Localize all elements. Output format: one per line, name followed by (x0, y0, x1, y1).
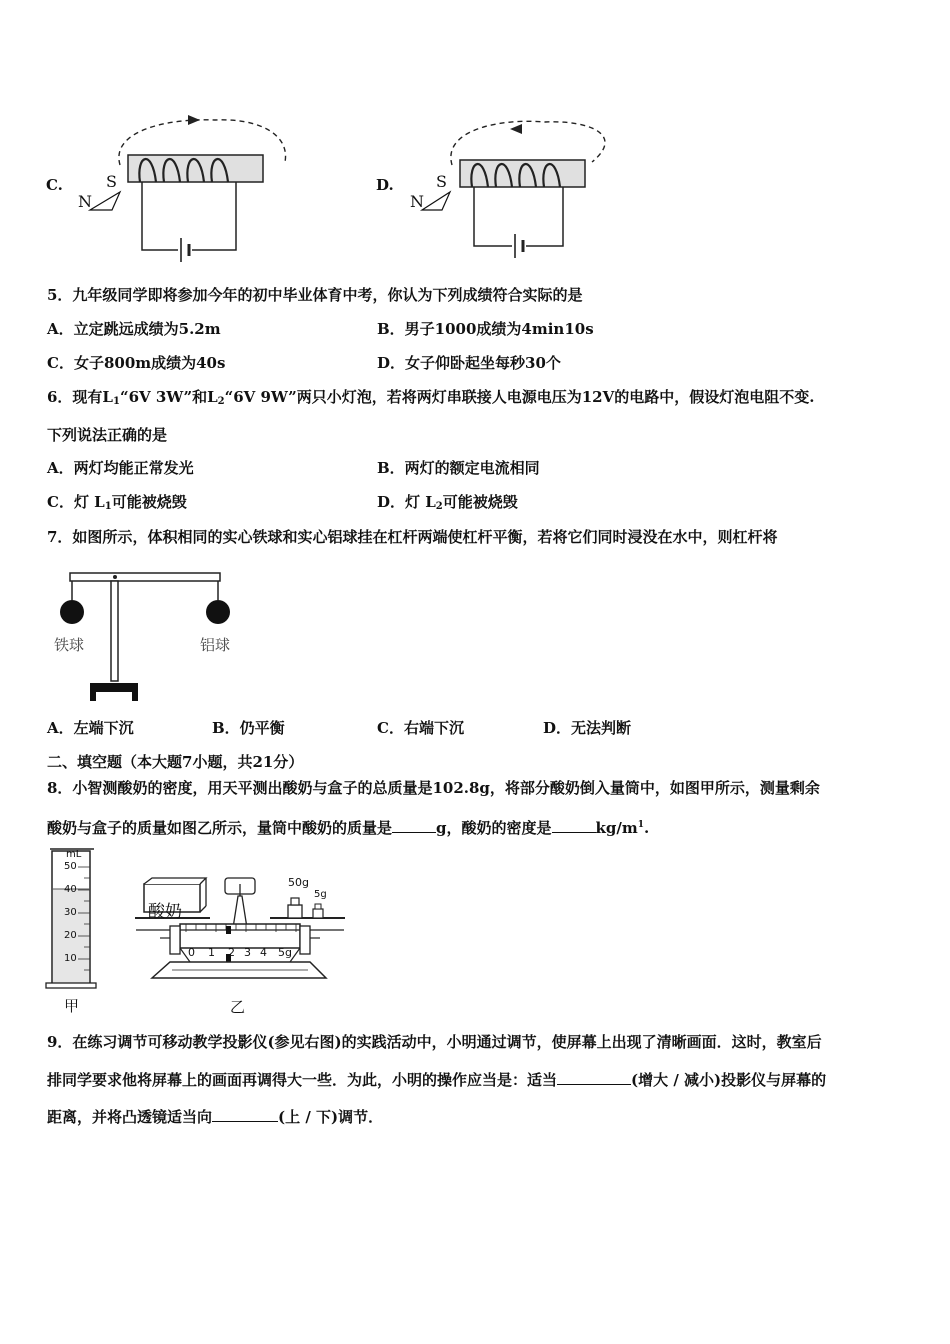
scale-number: 4 (260, 946, 267, 959)
weight-50g-label: 50g (288, 876, 309, 889)
q6-stem-part: “6V 9W”两只小灯泡，若将两灯串联接人电源电压为12V的电路中，假设灯泡电阻不变. (224, 388, 815, 406)
q6-option-d-text: D．灯 L (377, 493, 436, 511)
q6-subscript: 1 (112, 396, 120, 407)
q7-stem: 7．如图所示，体积相同的实心铁球和实心铝球挂在杠杆两端使杠杆平衡，若将它们同时浸没在水中，则杠杆将 (47, 528, 778, 546)
pole-s-label: S (436, 172, 447, 191)
scale-number: 0 (188, 946, 195, 959)
q8-blank-density[interactable] (552, 817, 596, 833)
q6-stem (47, 387, 814, 412)
q8-text: g，酸奶的密度是 (436, 819, 552, 837)
q9-blank-distance[interactable] (557, 1069, 631, 1085)
pole-s-label: S (106, 172, 117, 191)
q6-option-b: B．两灯的额定电流相同 (377, 459, 540, 477)
option-d-label: D. (376, 176, 394, 194)
balance-figure (130, 870, 350, 1020)
scale-number: 3 (244, 946, 251, 959)
q6-option-c-text: C．灯 L (47, 493, 105, 511)
iron-ball-label: 铁球 (54, 636, 85, 654)
q8-blank-mass[interactable] (392, 817, 436, 833)
q7-option-b: B．仍平衡 (212, 719, 285, 737)
q8-unit-superscript: 1 (637, 820, 645, 830)
caption-yi: 乙 (230, 998, 246, 1016)
pole-n-label: N (78, 192, 92, 211)
section-2-title: 二、填空题（本大题7小题，共21分） (47, 753, 304, 771)
yogurt-box-label: 酸奶 (148, 902, 182, 922)
caption-jia: 甲 (64, 997, 80, 1015)
q6-stem-part: “6V 3W”和L (119, 388, 218, 406)
q9-line1: 9．在练习调节可移动教学投影仪(参见右图)的实践活动中，小明通过调节，使屏幕上出现了清晰画面．这时，教室后 (47, 1033, 822, 1051)
cylinder-tick-label: 10 (64, 953, 77, 964)
q7-option-a: A．左端下沉 (47, 719, 134, 737)
q5-stem: 5．九年级同学即将参加今年的初中毕业体育中考，你认为下列成绩符合实际的是 (47, 286, 583, 304)
weight-5g-label: 5g (314, 889, 327, 900)
q6-stem-part: 6．现有L (47, 388, 113, 406)
cylinder-unit: mL (66, 849, 82, 860)
scale-number: 1 (208, 946, 215, 959)
q8-line2 (47, 815, 649, 838)
q6-option-c (47, 492, 187, 517)
q8-line1: 8．小智测酸奶的密度，用天平测出酸奶与盒子的总质量是102.8g，将部分酸奶倒入量筒中，如图甲所示，测量剩余 (47, 779, 820, 797)
q9-line3 (47, 1106, 383, 1127)
q8-unit: kg/m (595, 819, 638, 837)
scale-number: 5g (278, 946, 292, 959)
cylinder-tick-label: 30 (64, 907, 77, 918)
figure-option-c (40, 110, 300, 270)
q6-option-c-text: 可能被烧毁 (111, 493, 187, 511)
q5-option-d: D．女子仰卧起坐每秒30个 (377, 354, 561, 372)
figure-option-d (370, 110, 630, 270)
q9-text: 距离，并将凸透镜适当向 (47, 1108, 213, 1126)
q5-option-c: C．女子800m成绩为40s (47, 354, 226, 372)
option-c-label: C. (46, 176, 63, 194)
q9-text: 排同学要求他将屏幕上的画面再调得大一些．为此，小明的操作应当是：适当 (47, 1071, 558, 1089)
q7-option-d: D．无法判断 (543, 719, 632, 737)
cylinder-tick-label: 40 (64, 884, 77, 895)
q7-option-c: C．右端下沉 (377, 719, 464, 737)
q6-subscript: 2 (435, 501, 443, 512)
q9-text: (上 / 下)调节． (278, 1108, 384, 1126)
q6-subscript: 2 (217, 396, 225, 407)
pole-n-label: N (410, 192, 424, 211)
q9-line2 (47, 1069, 826, 1090)
q6-option-d (377, 492, 518, 517)
q6-subscript: 1 (104, 501, 112, 512)
q9-text: (增大 / 减小)投影仪与屏幕的 (631, 1071, 827, 1089)
q9-blank-direction[interactable] (212, 1106, 278, 1122)
q6-option-d-text: 可能被烧毁 (442, 493, 518, 511)
electromagnet-c-diagram (40, 110, 300, 270)
q5-option-b: B．男子1000成绩为4min10s (377, 320, 594, 338)
cylinder-tick-label: 20 (64, 930, 77, 941)
lever-figure (50, 568, 250, 706)
q6-option-a: A．两灯均能正常发光 (47, 459, 194, 477)
q8-text: 酸奶与盒子的质量如图乙所示，量筒中酸奶的质量是 (47, 819, 393, 837)
scale-number: 2 (228, 946, 235, 959)
cylinder-tick-label: 50 (64, 861, 77, 872)
aluminum-ball-label: 铝球 (200, 636, 231, 654)
q5-option-a: A．立定跳远成绩为5.2m (47, 320, 221, 338)
electromagnet-d-diagram (370, 110, 630, 270)
measuring-cylinder-figure (44, 845, 104, 1020)
q8-text: . (644, 819, 650, 837)
q6-stem-line2: 下列说法正确的是 (47, 426, 168, 444)
